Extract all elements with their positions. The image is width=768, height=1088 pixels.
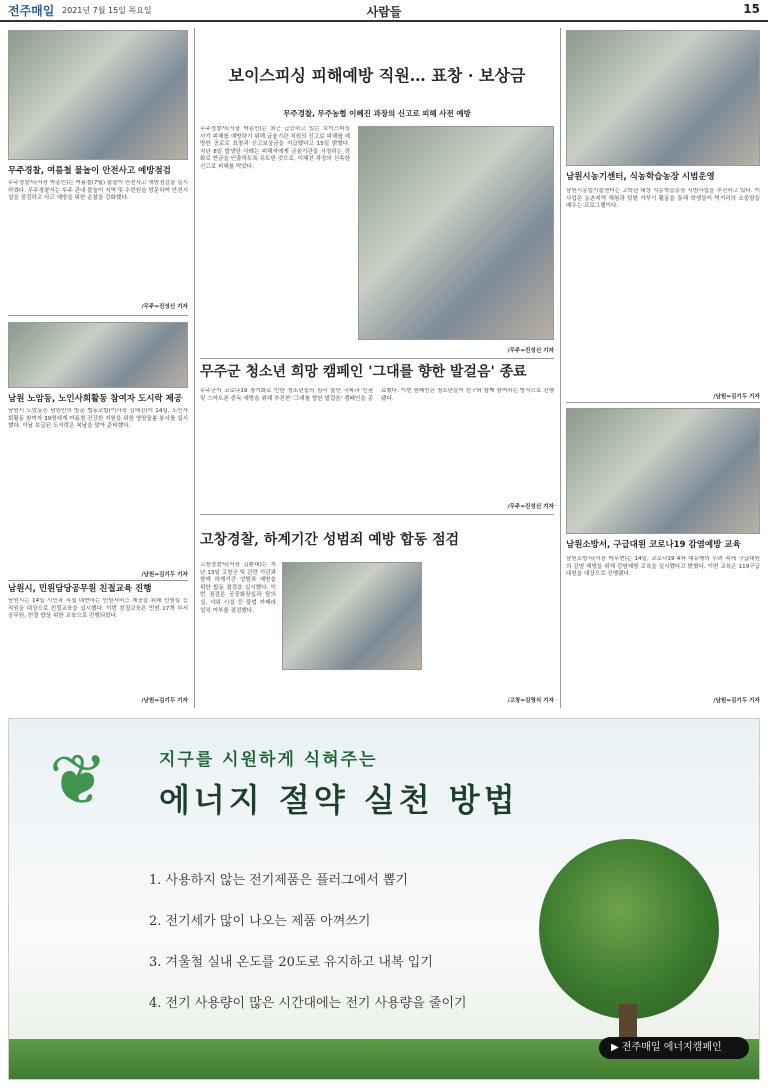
right2-byline: /남원=김기두 기자 (713, 698, 760, 704)
page-header (0, 0, 768, 22)
ad-list-item: 2. 전기세가 많이 나오는 제품 아껴쓰기 (149, 914, 371, 929)
ad-title: 에너지 절약 실천 방법 (159, 781, 519, 819)
photo-fire-station (566, 408, 760, 534)
leaf-hands-icon: ❦ (49, 739, 108, 821)
newspaper-logo: 전주매일 (8, 4, 55, 18)
left1-body: 무주경찰서(서장 박종민)는 여름철(7월) 물놀이 안전사고 예방점검을 실시하였다. 무주경찰서는 무주 관내 물놀이 지역 및 수련원을 방문하여 안전시설을 점검하고 사고 예방을 위한 순찰을 강화했다. (8, 180, 188, 202)
center2-headline: 무주군 청소년 희망 캠페인 '그대를 향한 발걸음' 종료 (200, 364, 527, 380)
page-number: 15 (743, 2, 760, 16)
column-divider (194, 28, 195, 708)
divider (8, 580, 188, 581)
left1-byline: /무주=진성신 기자 (141, 304, 188, 310)
photo-police-inspection (282, 562, 422, 670)
main-body: 무주경찰서(서장 박종민)는 최근 급증하고 있는 보이스피싱 사기 피해를 예방하기 위해 금융기관 직원의 신고로 피해를 예방한 공로로 표창과 신고보상금을 지급했다고 15일 밝혔다. 지난 8일 발생한 사례는 피해자에게 금융기관을 사칭하는 전화로 현금을 인출하도록 유도한 것으로, 이혜진 과장의 신속한 신고로 피해를 막았다. (200, 126, 350, 170)
issue-date: 2021년 7월 15일 목요일 (62, 6, 152, 15)
section-title: 사람들 (366, 5, 402, 19)
right2-caption: 남원소방서, 구급대원 코로나19 감염예방 교육 (566, 540, 741, 550)
energy-campaign-ad (8, 718, 760, 1080)
main-headline: 보이스피싱 피해예방 직원… 표창 · 보상금 (228, 66, 526, 85)
left2-byline: /남원=김기두 기자 (141, 572, 188, 578)
ad-list-item: 3. 겨울철 실내 온도를 20도로 유지하고 내복 입기 (149, 955, 433, 970)
left1-caption: 무주경찰, 여름철 물놀이 안전사고 예방점검 (8, 166, 171, 176)
left2-body: 남원시 노암동은 남원인의 방문 협동조합(이사장 김해진)이 14일, 노인사회활동 참여자 39명에게 여름철 건강한 지원을 위한 영양돌봄 봉사를 실시했다. 이날 보급된 도시락은 복날을 맞아 준비했다. (8, 408, 188, 430)
right2-body: 남원소방서(서장 박무현)는 14일, 코로나19 4차 대유행의 우려 속에 구급대원의 감염 예방을 위해 감염예방 교육을 실시했다고 밝혔다. 이번 교육은 119구급대원을 대상으로 진행됐다. (566, 556, 760, 578)
ad-list-item: 4. 전기 사용량이 많은 시간대에는 전기 사용량을 줄이기 (149, 996, 467, 1011)
left3-caption: 남원시, 민원담당공무원 친절교육 진행 (8, 584, 152, 594)
campaign-link-button[interactable]: ▶ 전주매일 에너지캠페인 (599, 1037, 749, 1059)
photo-elderly-lunch (8, 322, 188, 388)
main-byline: /무주=진성신 기자 (507, 348, 554, 354)
divider (200, 514, 554, 515)
right1-body: 남원시농업기술센터는 고학년 대상 식농학습농장 시범사업을 추진하고 있다. 이 사업은 농촌지역 체험과 텃밭 가꾸기 활동을 통해 학생들이 먹거리의 소중함을 배우는 프로그램이다. (566, 188, 760, 210)
center3-headline: 고창경찰, 하계기간 성범죄 예방 합동 점검 (200, 532, 460, 548)
center3-byline: /고창=김영식 기자 (507, 698, 554, 704)
center2-byline: /무주=진성신 기자 (507, 504, 554, 510)
right1-byline: /남원=김기두 기자 (713, 394, 760, 400)
column-divider (560, 28, 561, 708)
ad-tagline: 지구를 시원하게 식혀주는 (159, 750, 378, 770)
right1-caption: 남원시농기센터, 식농학습농장 시범운영 (566, 172, 715, 182)
left3-body: 남원시는 14일 시민과 직접 대면하는 민원서비스 제공을 위해 민원실 등 직원을 대상으로 친절교육을 실시했다. 이번 친절교육은 민원 17개 부서 공무원, 친절 향상 위한 교육으로 진행되었다. (8, 598, 188, 620)
divider (8, 315, 188, 316)
ad-list (149, 869, 467, 1033)
center3-body: 고창경찰서(서장 김환대)는 지난 13일 고창군 및 관련 기관과 함께 하계기간 성범죄 예방을 위한 합동 점검을 실시했다. 이번 점검은 공중화장실과 탈의실, 샤워 시설 등 불법 카메라 설치 여부를 점검했다. (200, 562, 276, 614)
center2-body: 무주군이 코로나19 장기화로 인한 청소년들의 심리 불안 극복과 인권 및 스마트폰 중독 예방을 위해 추진한 '그대를 향한 발걸음' 캠페인을 종료했다. 이번 캠페인은 청소년들이 친구와 함께 참여하는 방식으로 진행됐다. (200, 388, 554, 402)
photo-farm-school (566, 30, 760, 166)
left3-byline: /남원=김기두 기자 (141, 698, 188, 704)
photo-award (358, 126, 554, 340)
ad-list-item: 1. 사용하지 않는 전기제품은 플러그에서 뽑기 (149, 873, 409, 888)
left2-caption: 남원 노암동, 노인사회활동 참여자 도시락 제공 (8, 394, 183, 404)
tree-icon (539, 839, 719, 1019)
divider (200, 358, 554, 359)
divider (566, 402, 760, 403)
main-subhead: 무주경찰, 무주농협 이혜진 과장의 신고로 피해 사전 예방 (283, 109, 471, 118)
photo-police-water (8, 30, 188, 160)
